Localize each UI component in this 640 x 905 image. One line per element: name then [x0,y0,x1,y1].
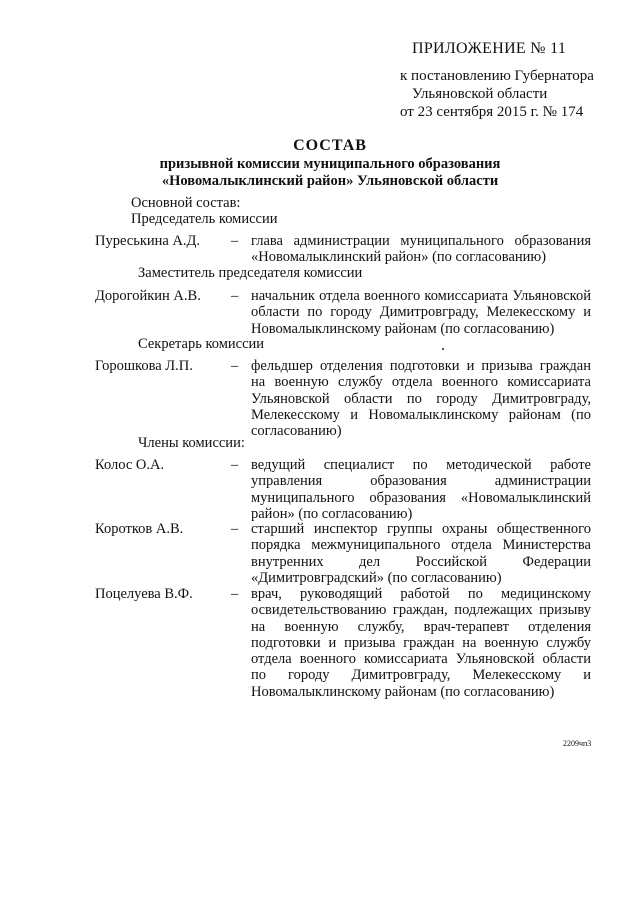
person-description: врач, руководящий работой по медицинскому освидетельствованию граждан, подлежащих призыву на военную службу, врач-терапевт отделения подготовки и призыва граждан на военную службу отдела военного комиссариата Ульяновской области по городу Димитровграду, Мелекесскому и Новомалыклинскому районам (по согласованию) [251,586,591,700]
appendix-line-1: к постановлению Губернатора [400,68,594,84]
dash-separator: – [231,521,239,537]
person-description: ведущий специалист по методической работе управления образования администрации муниципального образования «Новомалыклинский район» (по согласованию) [251,457,591,522]
document-stamp: 2209чп3 [563,739,592,748]
section-secretary: Секретарь комиссии [138,336,265,352]
section-chairman: Председатель комиссии [131,211,278,227]
dash-separator: – [231,586,239,602]
person-description: начальник отдела военного комиссариата Ульяновской области по городу Димитровграду, Мелекесскому и Новомалыклинскому районам (по согласованию) [251,288,591,337]
stray-dot [442,348,444,350]
person-name: Пуреськина А.Д. [95,233,201,249]
dash-separator: – [231,358,239,374]
person-description: старший инспектор группы охраны общественного порядка межмуниципального отдела Министерства внутренних дел Российской Федерации «Димитровградский» (по согласованию) [251,521,591,586]
person-name: Поцелуева В.Ф. [95,586,193,602]
appendix-line-3: от 23 сентября 2015 г. № 174 [400,104,584,120]
person-description: глава администрации муниципального образования «Новомалыклинский район» (по согласованию) [251,233,591,266]
document-subtitle-2: «Новомалыклинский район» Ульяновской области [161,173,499,189]
person-name: Горошкова Л.П. [95,358,193,374]
section-members: Члены комиссии: [138,435,245,451]
section-main-composition: Основной состав: [131,195,241,211]
appendix-line-2: Ульяновской области [412,86,548,102]
person-name: Дорогойкин А.В. [95,288,201,304]
person-name: Коротков А.В. [95,521,184,537]
person-name: Колос О.А. [95,457,165,473]
document-subtitle-1: призывной комиссии муниципального образования [159,156,501,172]
document-title: СОСТАВ [293,137,367,154]
person-description: фельдшер отделения подготовки и призыва граждан на военную службу отдела военного комиссариата Ульяновской области по городу Димитровграду, Мелекесскому и Новомалыклинскому районам (по согласованию) [251,358,591,440]
appendix-block [400,40,622,121]
dash-separator: – [231,288,239,304]
dash-separator: – [231,233,239,249]
appendix-title: ПРИЛОЖЕНИЕ № 11 [412,40,567,57]
dash-separator: – [231,457,239,473]
section-deputy: Заместитель председателя комиссии [138,265,363,281]
